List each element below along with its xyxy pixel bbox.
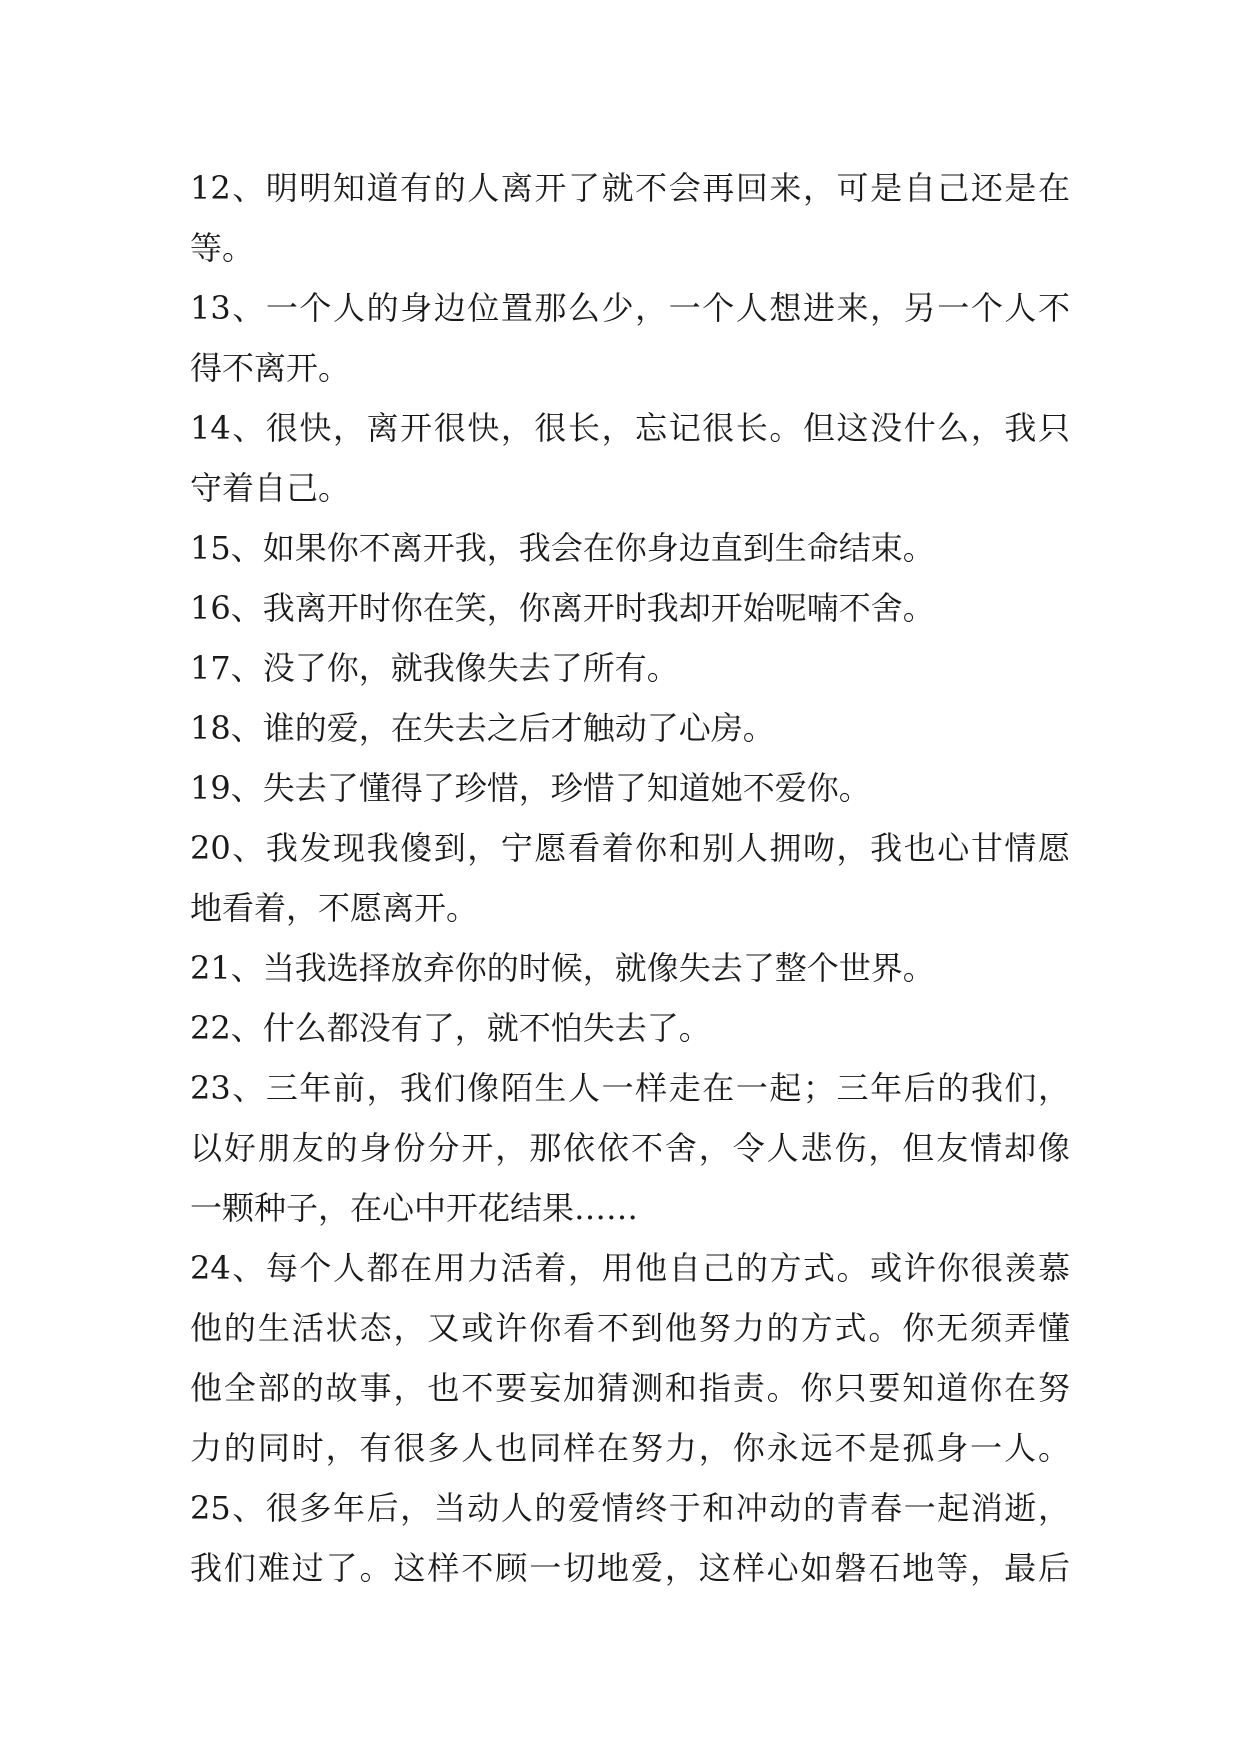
- text-line: 14、很快，离开很快，很长，忘记很长。但这没什么，我只: [190, 409, 1070, 447]
- text-line: 我们难过了。这样不顾一切地爱，这样心如磐石地等，最后: [190, 1549, 1070, 1587]
- text-line: 守着自己。: [190, 469, 351, 507]
- text-line: 他的生活状态，又或许你看不到他努力的方式。你无须弄懂: [190, 1309, 1070, 1347]
- text-line: 24、每个人都在用力活着，用他自己的方式。或许你很羡慕: [190, 1249, 1070, 1287]
- text-line: 21、当我选择放弃你的时候，就像失去了整个世界。: [190, 949, 935, 987]
- text-line: 20、我发现我傻到，宁愿看着你和别人拥吻，我也心甘情愿: [190, 829, 1070, 867]
- text-line: 13、一个人的身边位置那么少，一个人想进来，另一个人不: [190, 289, 1070, 327]
- text-line: 他全部的故事，也不要妄加猜测和指责。你只要知道你在努: [190, 1369, 1070, 1407]
- text-line: 等。: [190, 229, 255, 267]
- text-line: 以好朋友的身份分开，那依依不舍，令人悲伤，但友情却像: [190, 1129, 1070, 1167]
- text-line: 22、什么都没有了，就不怕失去了。: [190, 1009, 711, 1047]
- text-line: 地看着，不愿离开。: [190, 889, 479, 927]
- text-line: 25、很多年后，当动人的爱情终于和冲动的青春一起消逝，: [190, 1489, 1070, 1527]
- text-line: 23、三年前，我们像陌生人一样走在一起；三年后的我们，: [190, 1069, 1070, 1107]
- text-line: 得不离开。: [190, 349, 351, 387]
- text-line: 16、我离开时你在笑，你离开时我却开始呢喃不舍。: [190, 589, 935, 627]
- text-line: 19、失去了懂得了珍惜，珍惜了知道她不爱你。: [190, 769, 871, 807]
- text-line: 18、谁的爱，在失去之后才触动了心房。: [190, 709, 775, 747]
- text-line: 一颗种子，在心中开花结果……: [190, 1189, 639, 1227]
- text-line: 12、明明知道有的人离开了就不会再回来，可是自己还是在: [190, 169, 1070, 207]
- text-line: 力的同时，有很多人也同样在努力，你永远不是孤身一人。: [190, 1429, 1070, 1467]
- document-body: [190, 158, 1070, 1598]
- text-line: 17、没了你，就我像失去了所有。: [190, 649, 679, 687]
- text-line: 15、如果你不离开我，我会在你身边直到生命结束。: [190, 529, 935, 567]
